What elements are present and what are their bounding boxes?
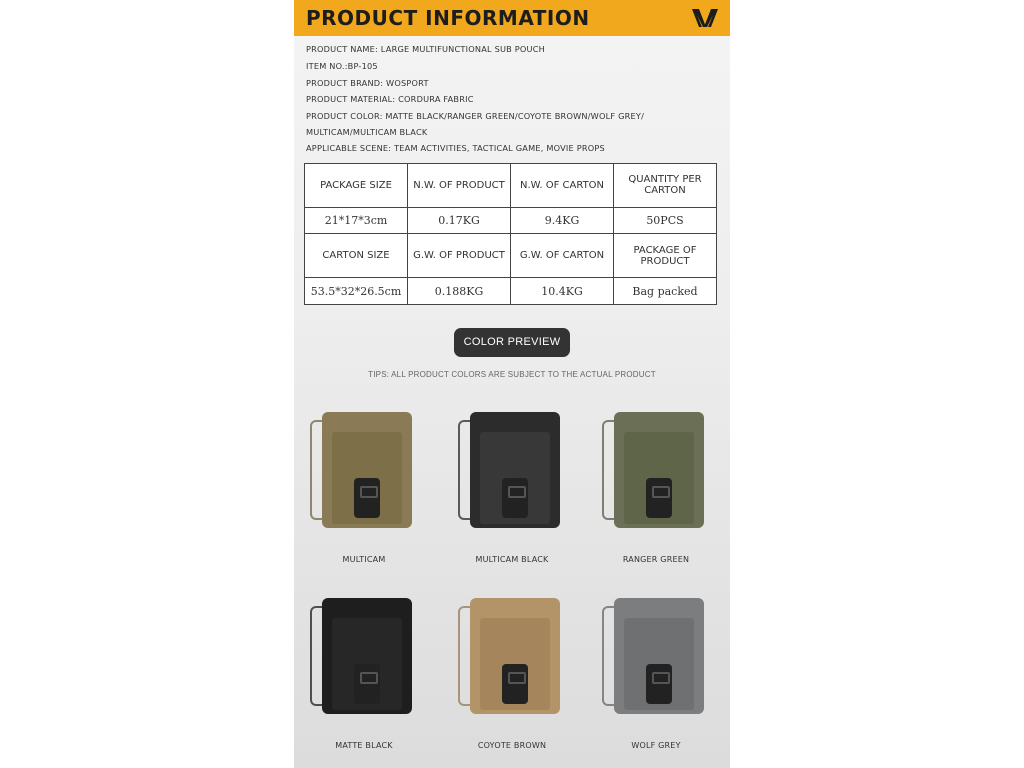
buckle-icon <box>646 664 672 704</box>
buckle-icon <box>354 478 380 518</box>
swatch-matte-black[interactable] <box>302 594 426 750</box>
swatch-label: COYOTE BROWN <box>477 741 547 750</box>
spec-table <box>304 163 717 305</box>
page-title: PRODUCT INFORMATION <box>306 6 590 30</box>
buckle-icon <box>646 478 672 518</box>
swatch-label: MULTICAM BLACK <box>475 555 549 564</box>
swatch-wolf-grey[interactable] <box>594 594 718 750</box>
pouch-image <box>450 594 574 720</box>
table-header-cell: G.W. OF PRODUCT <box>408 234 511 278</box>
table-header-row <box>305 234 717 278</box>
wosport-logo-icon <box>690 6 720 30</box>
table-row <box>305 278 717 305</box>
color-tips: TIPS: ALL PRODUCT COLORS ARE SUBJECT TO THE ACTUAL PRODUCT <box>368 370 656 379</box>
swatch-ranger-green[interactable] <box>594 408 718 564</box>
table-cell: 10.4KG <box>511 278 614 305</box>
table-cell: 9.4KG <box>511 207 614 234</box>
table-header-cell: N.W. OF CARTON <box>511 164 614 208</box>
table-header-cell: N.W. OF PRODUCT <box>408 164 511 208</box>
buckle-icon <box>502 478 528 518</box>
swatch-multicam[interactable] <box>302 408 426 564</box>
table-cell: 21*17*3cm <box>305 207 408 234</box>
table-header-cell: PACKAGE SIZE <box>305 164 408 208</box>
title-banner <box>294 0 730 36</box>
swatch-coyote-brown[interactable] <box>450 594 574 750</box>
swatch-label: MATTE BLACK <box>335 741 393 750</box>
product-name: PRODUCT NAME: LARGE MULTIFUNCTIONAL SUB POUCH <box>306 44 546 54</box>
table-cell: 0.188KG <box>408 278 511 305</box>
applicable-scene: APPLICABLE SCENE: TEAM ACTIVITIES, TACTICAL GAME, MOVIE PROPS <box>306 143 605 153</box>
pouch-image <box>302 408 426 534</box>
table-header-cell: G.W. OF CARTON <box>511 234 614 278</box>
table-header-cell: PACKAGE OF PRODUCT <box>614 234 717 278</box>
table-row <box>305 207 717 234</box>
pouch-image <box>594 594 718 720</box>
table-header-cell: CARTON SIZE <box>305 234 408 278</box>
buckle-icon <box>502 664 528 704</box>
table-header-row <box>305 164 717 208</box>
buckle-icon <box>354 664 380 704</box>
swatch-multicam-black[interactable] <box>450 408 574 564</box>
product-brand: PRODUCT BRAND: WOSPORT <box>306 78 429 88</box>
pouch-image <box>302 594 426 720</box>
table-header-cell: QUANTITY PER CARTON <box>614 164 717 208</box>
swatch-label: MULTICAM <box>342 555 386 564</box>
color-preview-button[interactable]: COLOR PREVIEW <box>454 328 570 357</box>
product-info-panel <box>294 0 730 768</box>
swatch-label: WOLF GREY <box>631 741 681 750</box>
pouch-image <box>450 408 574 534</box>
table-cell: 50PCS <box>614 207 717 234</box>
table-cell: Bag packed <box>614 278 717 305</box>
swatch-label: RANGER GREEN <box>622 555 690 564</box>
item-number: ITEM NO.:BP-105 <box>306 61 378 71</box>
product-material: PRODUCT MATERIAL: CORDURA FABRIC <box>306 94 474 104</box>
table-cell: 53.5*32*26.5cm <box>305 278 408 305</box>
product-color: PRODUCT COLOR: MATTE BLACK/RANGER GREEN/COYOTE BROWN/WOLF GREY/ <box>306 111 645 121</box>
pouch-image <box>594 408 718 534</box>
table-cell: 0.17KG <box>408 207 511 234</box>
product-color-continued: MULTICAM/MULTICAM BLACK <box>306 127 428 137</box>
